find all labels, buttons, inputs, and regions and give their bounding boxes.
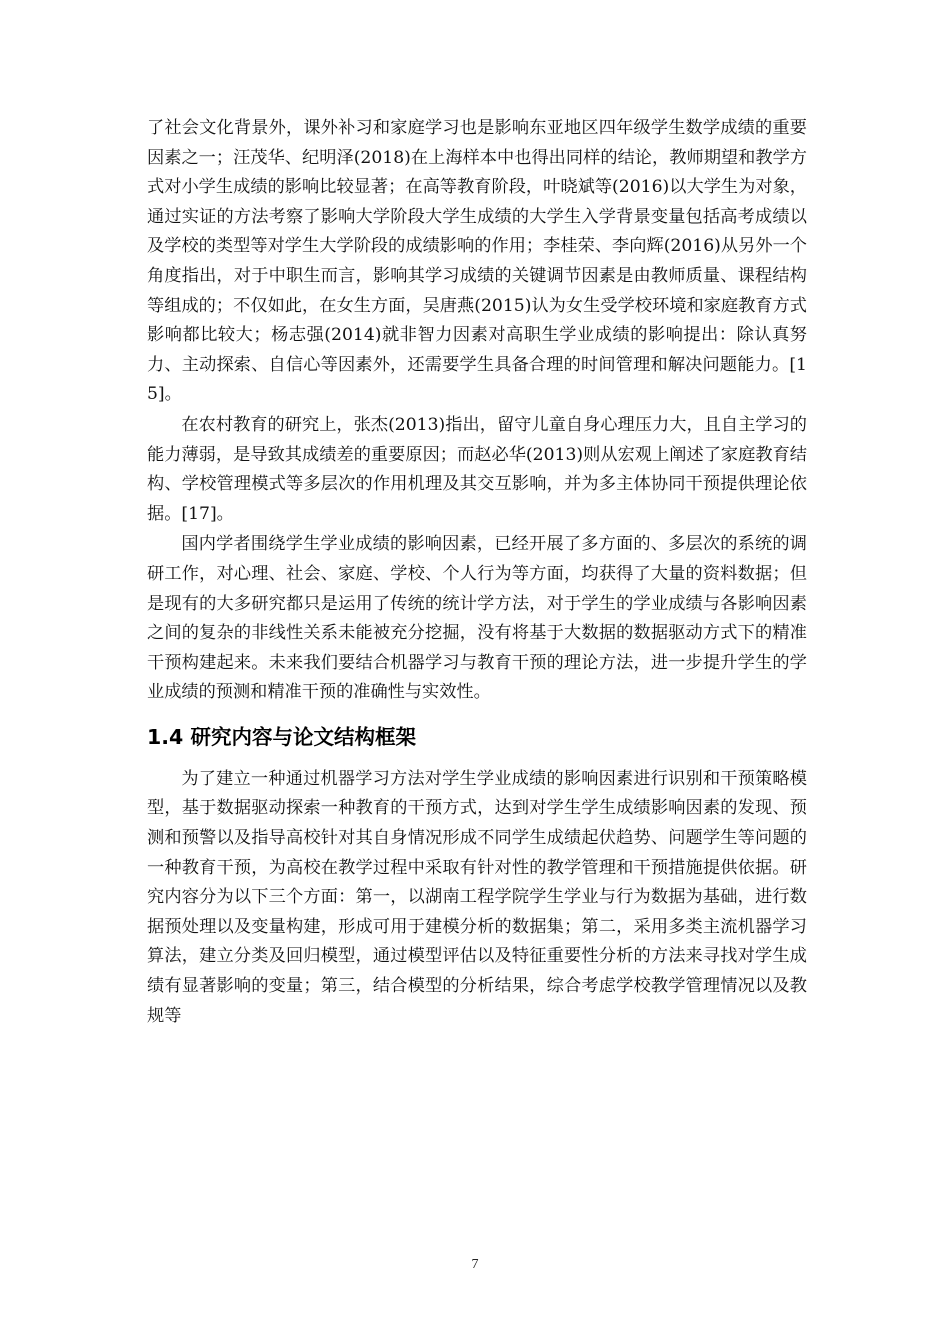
body-paragraph-domestic-research: 国内学者围绕学生学业成绩的影响因素，已经开展了多方面的、多层次的系统的调研工作，对心理、社会、家庭、学校、个人行为等方面，均获得了大量的资料数据；但是现有的大多研究都只是运用了传统的统计学方法，对于学生的学业成绩与各影响因素之间的复杂的非线性关系未能被充分挖掘，没有将基于大数据的数据驱动方式下的精准干预构建起来。未来我们要结合机器学习与教育干预的理论方法，进一步提升学生的学业成绩的预测和精准干预的准确性与实效性。 xyxy=(147,534,807,703)
page-number: 7 xyxy=(471,1257,479,1272)
body-paragraph-research-content: 为了建立一种通过机器学习方法对学生学业成绩的影响因素进行识别和干预策略模型，基于数据驱动探索一种教育的干预方式，达到对学生学生成绩影响因素的发现、预测和预警以及指导高校针对其自身情况形成不同学生成绩起伏趋势、问题学生等问题的一种教育干预，为高校在教学过程中采取有针对性的教学管理和干预措施提供依据。研究内容分为以下三个方面：第一，以湖南工程学院学生学业与行为数据为基础，进行数据预处理以及变量构建，形成可用于建模分析的数据集；第二，采用多类主流机器学习算法，建立分类及回归模型，通过模型评估以及特征重要性分析的方法来寻找对学生成绩有显著影响的变量；第三，结合模型的分析结果，综合考虑学校教学管理情况以及教规等 xyxy=(147,768,807,1026)
page-body xyxy=(147,114,807,1031)
body-paragraph-rural-education: 在农村教育的研究上，张杰(2013)指出，留守儿童自身心理压力大，且自主学习的能力薄弱，是导致其成绩差的重要原因；而赵必华(2013)则从宏观上阐述了家庭教育结构、学校管理模式等多层次的作用机理及其交互影响，并为多主体协同干预提供理论依据。[17]。 xyxy=(147,414,807,524)
body-paragraph-continued: 了社会文化背景外，课外补习和家庭学习也是影响东亚地区四年级学生数学成绩的重要因素之一；汪茂华、纪明泽(2018)在上海样本中也得出同样的结论，教师期望和教学方式对小学生成绩的影响比较显著；在高等教育阶段，叶晓斌等(2016)以大学生为对象，通过实证的方法考察了影响大学阶段大学生成绩的大学生入学背景变量包括高考成绩以及学校的类型等对学生大学阶段的成绩影响的作用；李桂荣、李向辉(2016)从另外一个角度指出，对于中职生而言，影响其学习成绩的关键调节因素是由教师质量、课程结构等组成的；不仅如此，在女生方面，吴唐燕(2015)认为女生受学校环境和家庭教育方式影响都比较大；杨志强(2014)就非智力因素对高职生学业成绩的影响提出：除认真努力、主动探索、自信心等因素外，还需要学生具备合理的时间管理和解决问题能力。[15]。 xyxy=(147,118,807,405)
section-heading: 1.4 研究内容与论文结构框架 xyxy=(147,724,416,749)
